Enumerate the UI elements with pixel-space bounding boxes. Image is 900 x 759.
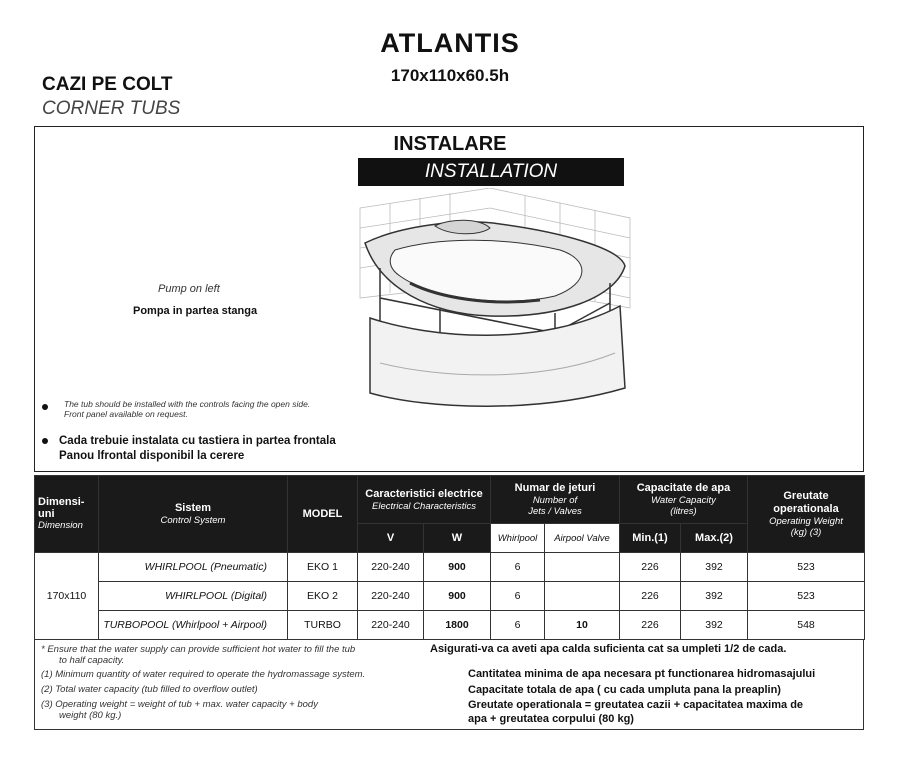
header-weight: Greutate operationala Operating Weight (kg) (3) (748, 476, 865, 553)
page-subtitle: 170x110x60.5h (390, 66, 510, 85)
category-en: CORNER TUBS (42, 98, 181, 119)
page-title: ATLANTIS (380, 28, 520, 58)
pump-note-en: Pump on left (158, 283, 220, 295)
header-v: V (358, 524, 424, 553)
dimension-cell: 170x110 (35, 553, 99, 640)
header-airpool-valve: Airpool Valve (545, 524, 620, 553)
install-note-ro: Cada trebuie instalata cu tastiera in partea frontala Panou lfrontal disponibil la cerere (59, 435, 336, 462)
footnote-2-en: (2) Total water capacity (tub filled to overflow outlet) (41, 684, 258, 695)
footnote-star-ro: Asigurati-va ca aveti apa calda suficienta cat sa umpleti 1/2 de cada. (430, 643, 787, 655)
footnote-1-en: (1) Minimum quantity of water required to operate the hydromassage system. (41, 669, 366, 680)
category-ro: CAZI PE COLT (42, 74, 173, 95)
install-note-en: The tub should be installed with the controls facing the open side. Front panel available on request. (64, 399, 311, 419)
header-system: Sistem Control System (99, 476, 288, 553)
bullet-icon (42, 404, 48, 410)
footnote-3-ro: Greutate operationala = greutatea cazii + capacitatea maxima de (468, 699, 804, 711)
installation-title-en: INSTALLATION (358, 158, 624, 186)
header-electrical: Caracteristici electrice Electrical Characteristics (358, 476, 491, 524)
corner-tub-drawing (340, 188, 640, 418)
table-row: WHIRLPOOL (Digital) EKO 2 220-240 900 6 226 392 523 (35, 582, 865, 611)
footnotes-box (34, 639, 864, 730)
footnote-3-en-cont: weight (80 kg.) (59, 710, 122, 721)
footnote-2-ro: Capacitate totala de apa ( cu cada umpluta pana la preaplin) (468, 684, 781, 696)
header-w: W (424, 524, 491, 553)
header-dimension: Dimensi- uni Dimension (35, 476, 99, 553)
header-max: Max.(2) (681, 524, 748, 553)
footnote-1-ro: Cantitatea minima de apa necesara pt functionarea hidromasajului (468, 668, 816, 680)
table-row: TURBOPOOL (Whirlpool + Airpool) TURBO 220-240 1800 6 10 226 392 548 (35, 611, 865, 640)
pump-note-ro: Pompa in partea stanga (133, 305, 258, 317)
footnote-3-ro-cont: apa + greutatea corpului (80 kg) (468, 713, 634, 725)
footnote-3-en: (3) Operating weight = weight of tub + max. water capacity + body (41, 699, 318, 710)
header-jets: Numar de jeturi Number of Jets / Valves (491, 476, 620, 524)
header-model: MODEL (288, 476, 358, 553)
table-row: 170x110 WHIRLPOOL (Pneumatic) EKO 1 220-240 900 6 226 392 523 (35, 553, 865, 582)
header-min: Min.(1) (620, 524, 681, 553)
bullet-icon (42, 438, 48, 444)
header-capacity: Capacitate de apa Water Capacity (litres) (620, 476, 748, 524)
footnote-star-en-cont: to half capacity. (59, 655, 125, 666)
header-whirlpool: Whirlpool (491, 524, 545, 553)
installation-title-ro: INSTALARE (393, 133, 507, 155)
footnote-star-en: * Ensure that the water supply can provide sufficient hot water to fill the tub (41, 644, 356, 655)
spec-table (34, 475, 865, 640)
